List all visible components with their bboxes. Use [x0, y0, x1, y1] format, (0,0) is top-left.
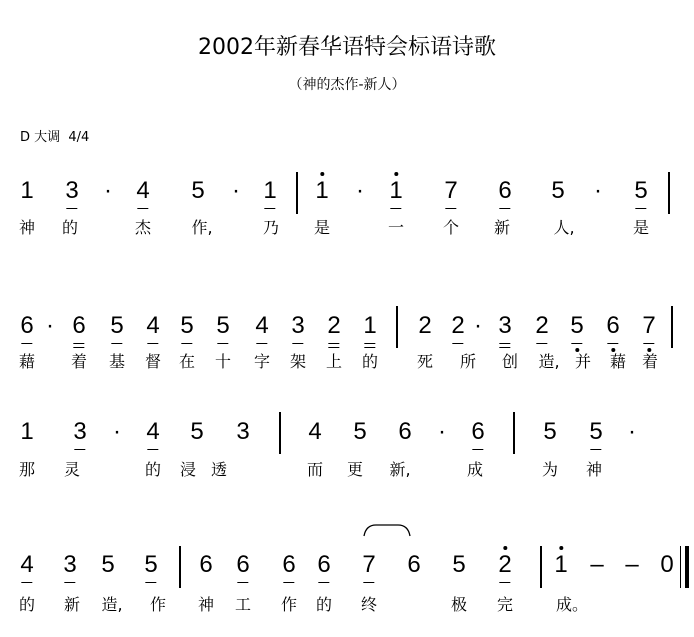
lyric: 神	[18, 218, 36, 237]
dot-duration: ·	[232, 177, 240, 204]
lyric: 一	[387, 218, 405, 237]
barline	[513, 412, 515, 454]
note: 6	[407, 551, 421, 578]
lyric: 为	[541, 460, 559, 479]
note: 1	[363, 312, 376, 340]
note: 6	[72, 312, 85, 340]
lyric: 的	[61, 218, 79, 237]
lyric: 所	[459, 352, 477, 371]
note: 4	[308, 418, 322, 445]
note: 2	[451, 312, 464, 340]
note: 5	[190, 418, 204, 445]
lyric: 在	[178, 352, 196, 371]
dash-hold: –	[590, 551, 604, 578]
lyric: 架	[289, 352, 307, 371]
note: 7	[444, 177, 457, 205]
lyric: 创	[501, 352, 519, 371]
lyric: 藉	[609, 352, 627, 371]
note: 3	[65, 177, 78, 205]
lyric: 造,	[101, 595, 123, 614]
note: 4	[146, 312, 159, 340]
note: 6	[282, 551, 295, 579]
note: 7	[642, 312, 655, 340]
lyric: 成	[466, 460, 484, 479]
lyric: 工	[234, 595, 252, 614]
note: 2	[418, 312, 432, 339]
lyric: 灵	[63, 460, 81, 479]
dash-hold: –	[625, 551, 639, 578]
lyric: 是	[632, 218, 650, 237]
lyric: 终	[360, 595, 378, 614]
final-barline-thick	[685, 546, 689, 588]
note: 6	[317, 551, 330, 579]
dot-duration: ·	[594, 177, 602, 204]
lyric: 而	[306, 460, 324, 479]
note: 5	[353, 418, 367, 445]
lyric: 藉	[18, 352, 36, 371]
note: 1	[20, 177, 34, 204]
note: 3	[291, 312, 304, 340]
note: 4	[20, 551, 33, 579]
note: 3	[236, 418, 250, 445]
note: 7	[362, 551, 375, 579]
rest: 0	[660, 551, 674, 578]
note: 5	[570, 312, 583, 340]
note: 5	[589, 418, 602, 446]
lyric: 是	[313, 218, 331, 237]
dot-duration: ·	[46, 312, 54, 339]
lyric: 浸	[179, 460, 197, 479]
note: 4	[146, 418, 159, 446]
note: 5	[110, 312, 123, 340]
barline	[179, 546, 181, 588]
barline	[671, 306, 673, 348]
note: 6	[398, 418, 412, 445]
barline	[296, 172, 298, 214]
note: 1	[20, 418, 34, 445]
note: 6	[498, 177, 511, 205]
lyric: 字	[253, 352, 271, 371]
note: 5	[551, 177, 565, 204]
lyric: 的	[144, 460, 162, 479]
lyric: 成。	[555, 595, 589, 614]
note: 2	[498, 551, 511, 579]
lyric: 作	[280, 595, 298, 614]
dot-duration: ·	[104, 177, 112, 204]
lyric: 乃	[262, 218, 280, 237]
lyric: 新	[63, 595, 81, 614]
dot-duration: ·	[474, 312, 482, 339]
lyric: 作,	[191, 218, 213, 237]
song-subtitle: （神的杰作-新人）	[288, 77, 406, 93]
lyric: 透	[210, 460, 228, 479]
lyric: 更	[346, 460, 364, 479]
note: 1	[389, 177, 402, 205]
lyric: 督	[144, 352, 162, 371]
note: 1	[263, 177, 276, 205]
barline	[396, 306, 398, 348]
lyric: 并	[574, 352, 592, 371]
barline	[668, 172, 670, 214]
note: 5	[180, 312, 193, 340]
lyric: 作	[149, 595, 167, 614]
lyric: 的	[361, 352, 379, 371]
song-title: 2002年新春华语特会标语诗歌	[198, 35, 496, 60]
note: 4	[255, 312, 268, 340]
lyric: 神	[585, 460, 603, 479]
lyric: 完	[496, 595, 514, 614]
note: 6	[236, 551, 249, 579]
lyric: 的	[18, 595, 36, 614]
dot-duration: ·	[628, 418, 636, 445]
dot-duration: ·	[113, 418, 121, 445]
note: 3	[63, 551, 76, 579]
lyric: 新	[493, 218, 511, 237]
note: 4	[136, 177, 149, 205]
note: 5	[101, 551, 115, 578]
note: 5	[452, 551, 466, 578]
note: 5	[543, 418, 557, 445]
lyric: 十	[214, 352, 232, 371]
note: 3	[498, 312, 511, 340]
lyric: 神	[197, 595, 215, 614]
lyric: 那	[18, 460, 36, 479]
note: 2	[535, 312, 548, 340]
note: 6	[606, 312, 619, 340]
key-signature: D 大调 4/4	[20, 130, 90, 145]
note: 3	[73, 418, 86, 446]
note: 5	[191, 177, 205, 204]
note: 6	[199, 551, 213, 578]
final-barline-thin	[680, 546, 681, 588]
note: 1	[554, 551, 567, 579]
lyric: 杰	[134, 218, 152, 237]
note: 1	[315, 177, 328, 205]
note: 5	[216, 312, 229, 340]
barline	[279, 412, 281, 454]
lyric: 新,	[389, 460, 411, 479]
note: 6	[20, 312, 33, 340]
lyric: 人,	[553, 218, 575, 237]
lyric: 着	[641, 352, 659, 371]
note: 5	[634, 177, 647, 205]
lyric: 的	[315, 595, 333, 614]
lyric: 死	[416, 352, 434, 371]
barline	[540, 546, 542, 588]
lyric: 上	[325, 352, 343, 371]
note: 5	[144, 551, 157, 579]
lyric: 基	[108, 352, 126, 371]
note: 2	[327, 312, 340, 340]
dot-duration: ·	[438, 418, 446, 445]
lyric: 个	[442, 218, 460, 237]
note: 6	[471, 418, 484, 446]
slur-mark	[362, 522, 412, 538]
lyric: 造,	[538, 352, 560, 371]
dot-duration: ·	[356, 177, 364, 204]
lyric: 着	[70, 352, 88, 371]
lyric: 极	[450, 595, 468, 614]
